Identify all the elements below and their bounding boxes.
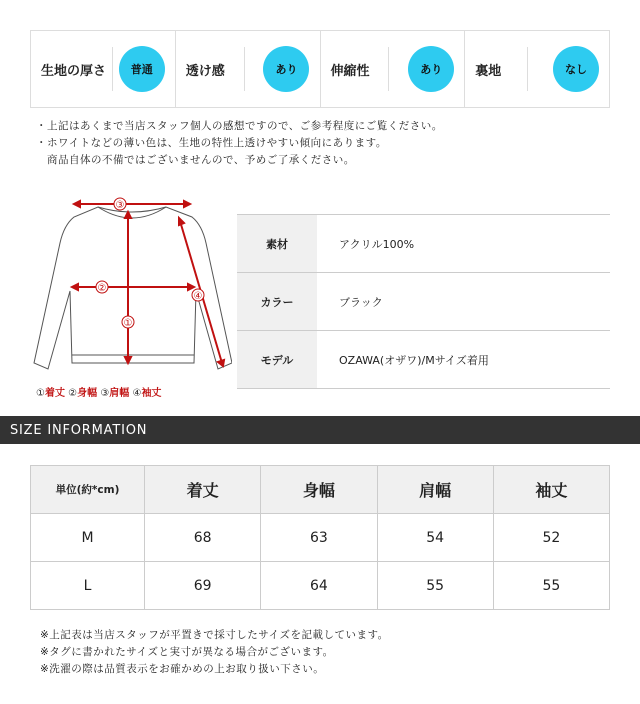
table-cell: 69: [145, 562, 261, 610]
legend-text: 袖丈: [141, 388, 162, 399]
table-row: [31, 514, 610, 562]
table-cell: 64: [261, 562, 377, 610]
note-line: ・ホワイトなどの薄い色は、生地の特性上透けやすい傾向にあります。: [36, 137, 387, 149]
divider: [388, 47, 389, 91]
table-cell: 55: [493, 562, 609, 610]
legend-text: 身幅: [77, 388, 98, 399]
fabric-attributes: [30, 30, 610, 108]
spec-row-color: [237, 273, 610, 331]
arrowhead: [74, 201, 80, 207]
legend-text: 肩幅: [109, 388, 130, 399]
attr-label: 生地の厚さ: [41, 63, 107, 79]
sweater-diagram: [32, 195, 232, 400]
spec-head: 素材: [237, 215, 317, 272]
note-line: ※上記表は当店スタッフが平置きで採寸したサイズを記載しています。: [40, 629, 389, 641]
legend-num: ①: [36, 388, 45, 399]
attr-label: 伸縮性: [330, 63, 370, 79]
arrowhead: [125, 212, 131, 218]
arrowhead: [72, 284, 78, 290]
spec-head: モデル: [237, 331, 317, 388]
product-spec-table: [237, 214, 610, 389]
attr-lining: [465, 31, 609, 107]
attr-value-badge: あり: [263, 46, 309, 92]
unit-header: 単位(約*cm): [31, 466, 145, 514]
column-header: 袖丈: [493, 466, 609, 514]
table-cell: 52: [493, 514, 609, 562]
attr-value-badge: なし: [553, 46, 599, 92]
attr-label: 透け感: [185, 63, 225, 79]
diagram-legend: [36, 384, 161, 399]
marker-1: ①: [123, 318, 133, 329]
arrowhead: [188, 284, 194, 290]
legend-num: ③: [100, 388, 110, 399]
arrowhead: [179, 218, 184, 225]
note-line: ・上記はあくまで当店スタッフ個人の感想ですので、ご参考程度にご覧ください。: [36, 120, 443, 132]
spec-row-model: [237, 331, 610, 389]
spec-value: OZAWA(オザワ)/Mサイズ着用: [339, 353, 489, 367]
table-cell: 63: [261, 514, 377, 562]
note-line: ※タグに書かれたサイズと実寸が異なる場合がございます。: [40, 646, 334, 658]
note-line: 商品自体の不備ではございませんので、予めご了承ください。: [36, 154, 355, 166]
size-information-header: SIZE INFORMATION: [0, 416, 640, 444]
table-cell: 55: [377, 562, 493, 610]
legend-num: ②: [68, 388, 78, 399]
column-header: 身幅: [261, 466, 377, 514]
legend-text: 着丈: [44, 388, 65, 399]
size-table: [30, 465, 610, 610]
table-row: [31, 562, 610, 610]
legend-num: ④: [132, 388, 142, 399]
marker-4: ④: [193, 291, 203, 302]
table-cell: 54: [377, 514, 493, 562]
size-table-header: [31, 466, 610, 514]
attr-value-badge: 普通: [119, 46, 165, 92]
marker-3: ③: [115, 200, 125, 211]
size-label: L: [31, 562, 145, 610]
divider: [244, 47, 245, 91]
spec-value: ブラック: [339, 295, 383, 309]
arrowhead: [184, 201, 190, 207]
column-header: 着丈: [145, 466, 261, 514]
spec-row-material: [237, 215, 610, 273]
attr-value-badge: あり: [408, 46, 454, 92]
attr-label: 裏地: [475, 63, 502, 79]
divider: [112, 47, 113, 91]
attr-sheerness: [176, 31, 321, 107]
notes-top: [36, 118, 443, 169]
divider: [527, 47, 528, 91]
spec-head: カラー: [237, 273, 317, 330]
size-label: M: [31, 514, 145, 562]
marker-2: ②: [97, 283, 107, 294]
table-cell: 68: [145, 514, 261, 562]
column-header: 肩幅: [377, 466, 493, 514]
arrowhead: [218, 360, 224, 366]
note-line: ※洗濯の際は品質表示をお確かめの上お取り扱い下さい。: [40, 663, 325, 675]
spec-value: アクリル100%: [339, 237, 415, 251]
attr-thickness: [31, 31, 176, 107]
attr-stretch: [321, 31, 466, 107]
arrowhead: [125, 357, 131, 363]
notes-bottom: [40, 627, 389, 678]
